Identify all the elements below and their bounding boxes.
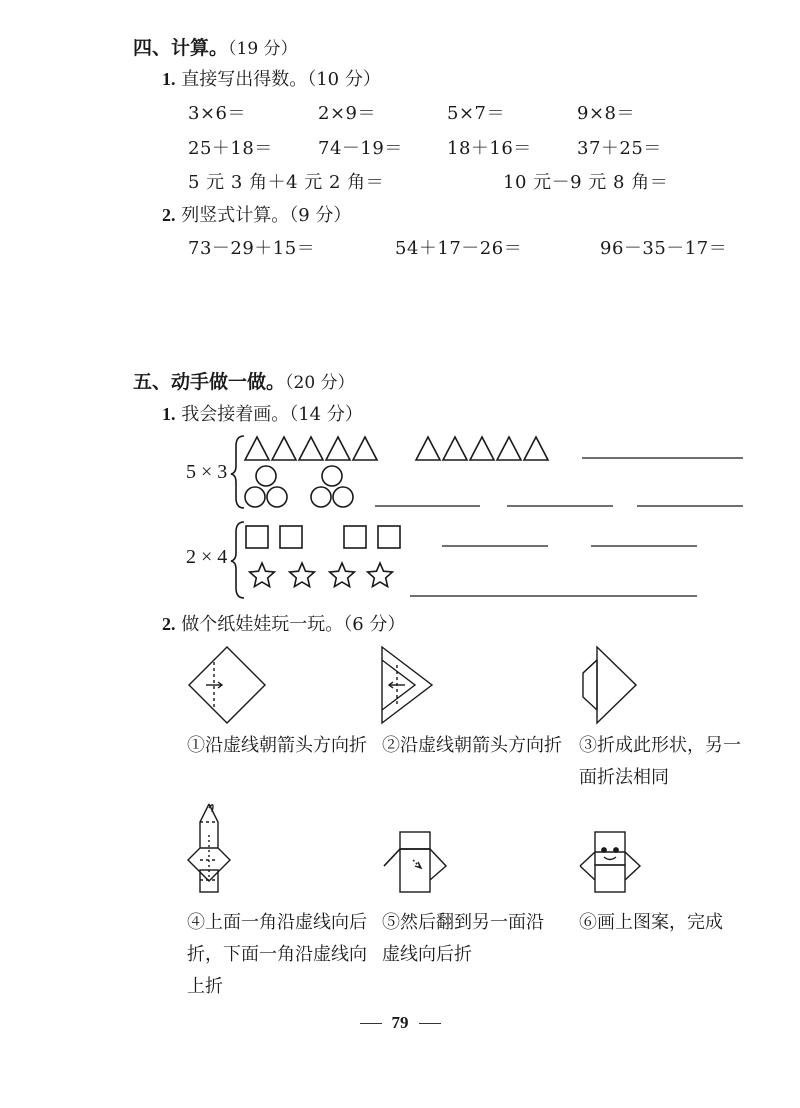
column-calc-item: 73－29＋15＝ (188, 238, 316, 259)
fold-step-6-caption: ⑥画上图案，完成 (579, 912, 723, 933)
fold-step-5-caption: ⑤然后翻到另一面沿虚线向后折 (382, 912, 544, 965)
mental-math-item: 2×9＝ (318, 103, 376, 124)
multiplication-label-2x4: 2 × 4 (186, 546, 228, 568)
footer-dash-right (419, 1023, 441, 1024)
q4-1-text: 直接写出得数。（10 分） (181, 69, 381, 90)
fold-step-4-diagram (188, 804, 230, 892)
page-footer (0, 1013, 800, 1033)
section-4-points: （19 分） (228, 39, 298, 59)
mental-math-item: 3×6＝ (188, 103, 246, 124)
fold-step-1-caption: ①沿虚线朝箭头方向折 (187, 735, 367, 756)
fold-step-1-diagram (189, 647, 265, 723)
fold-step-6-diagram (580, 832, 640, 892)
q4-2-number: 2. (162, 205, 176, 225)
page-number: 79 (391, 1013, 409, 1032)
fold-step-2-caption: ②沿虚线朝箭头方向折 (382, 735, 562, 756)
q4-1-number: 1. (162, 69, 176, 89)
q4-2-text: 列竖式计算。（9 分） (181, 205, 352, 226)
doll-eye-icon (602, 848, 606, 852)
mental-math-item: 5×7＝ (447, 103, 505, 124)
mental-math-item: 18＋16＝ (447, 138, 532, 159)
q5-1-number: 1. (162, 404, 176, 424)
section-5-points: （20 分） (285, 373, 355, 393)
fold-step-3-caption: ③折成此形状，另一面折法相同 (579, 735, 741, 788)
fold-step-5-diagram (384, 832, 446, 892)
mental-math-item: 37＋25＝ (577, 138, 662, 159)
multiplication-label-5x3: 5 × 3 (186, 461, 228, 483)
doll-smile-icon (604, 857, 616, 860)
money-math-item: 10 元－9 元 8 角＝ (503, 172, 669, 193)
money-math-item: 5 元 3 角＋4 元 2 角＝ (188, 172, 385, 193)
section-5-title: 五、动手做一做。 (133, 371, 286, 393)
section-4-title: 四、计算。 (133, 37, 229, 59)
fold-step-2-diagram (382, 647, 432, 723)
doll-eye-icon (614, 848, 618, 852)
column-calc-item: 54＋17－26＝ (395, 238, 523, 259)
column-calc-item: 96－35－17＝ (600, 238, 728, 259)
fold-step-3-diagram (583, 647, 636, 723)
mental-math-item: 9×8＝ (577, 103, 635, 124)
footer-dash-left (360, 1023, 382, 1024)
fold-step-4-caption: ④上面一角沿虚线向后折，下面一角沿虚线向上折 (187, 912, 367, 997)
q5-2-number: 2. (162, 614, 176, 634)
mental-math-item: 25＋18＝ (188, 138, 273, 159)
q5-1-text: 我会接着画。（14 分） (181, 404, 363, 425)
mental-math-item: 74－19＝ (318, 138, 403, 159)
q5-2-text: 做个纸娃娃玩一玩。（6 分） (181, 614, 406, 635)
